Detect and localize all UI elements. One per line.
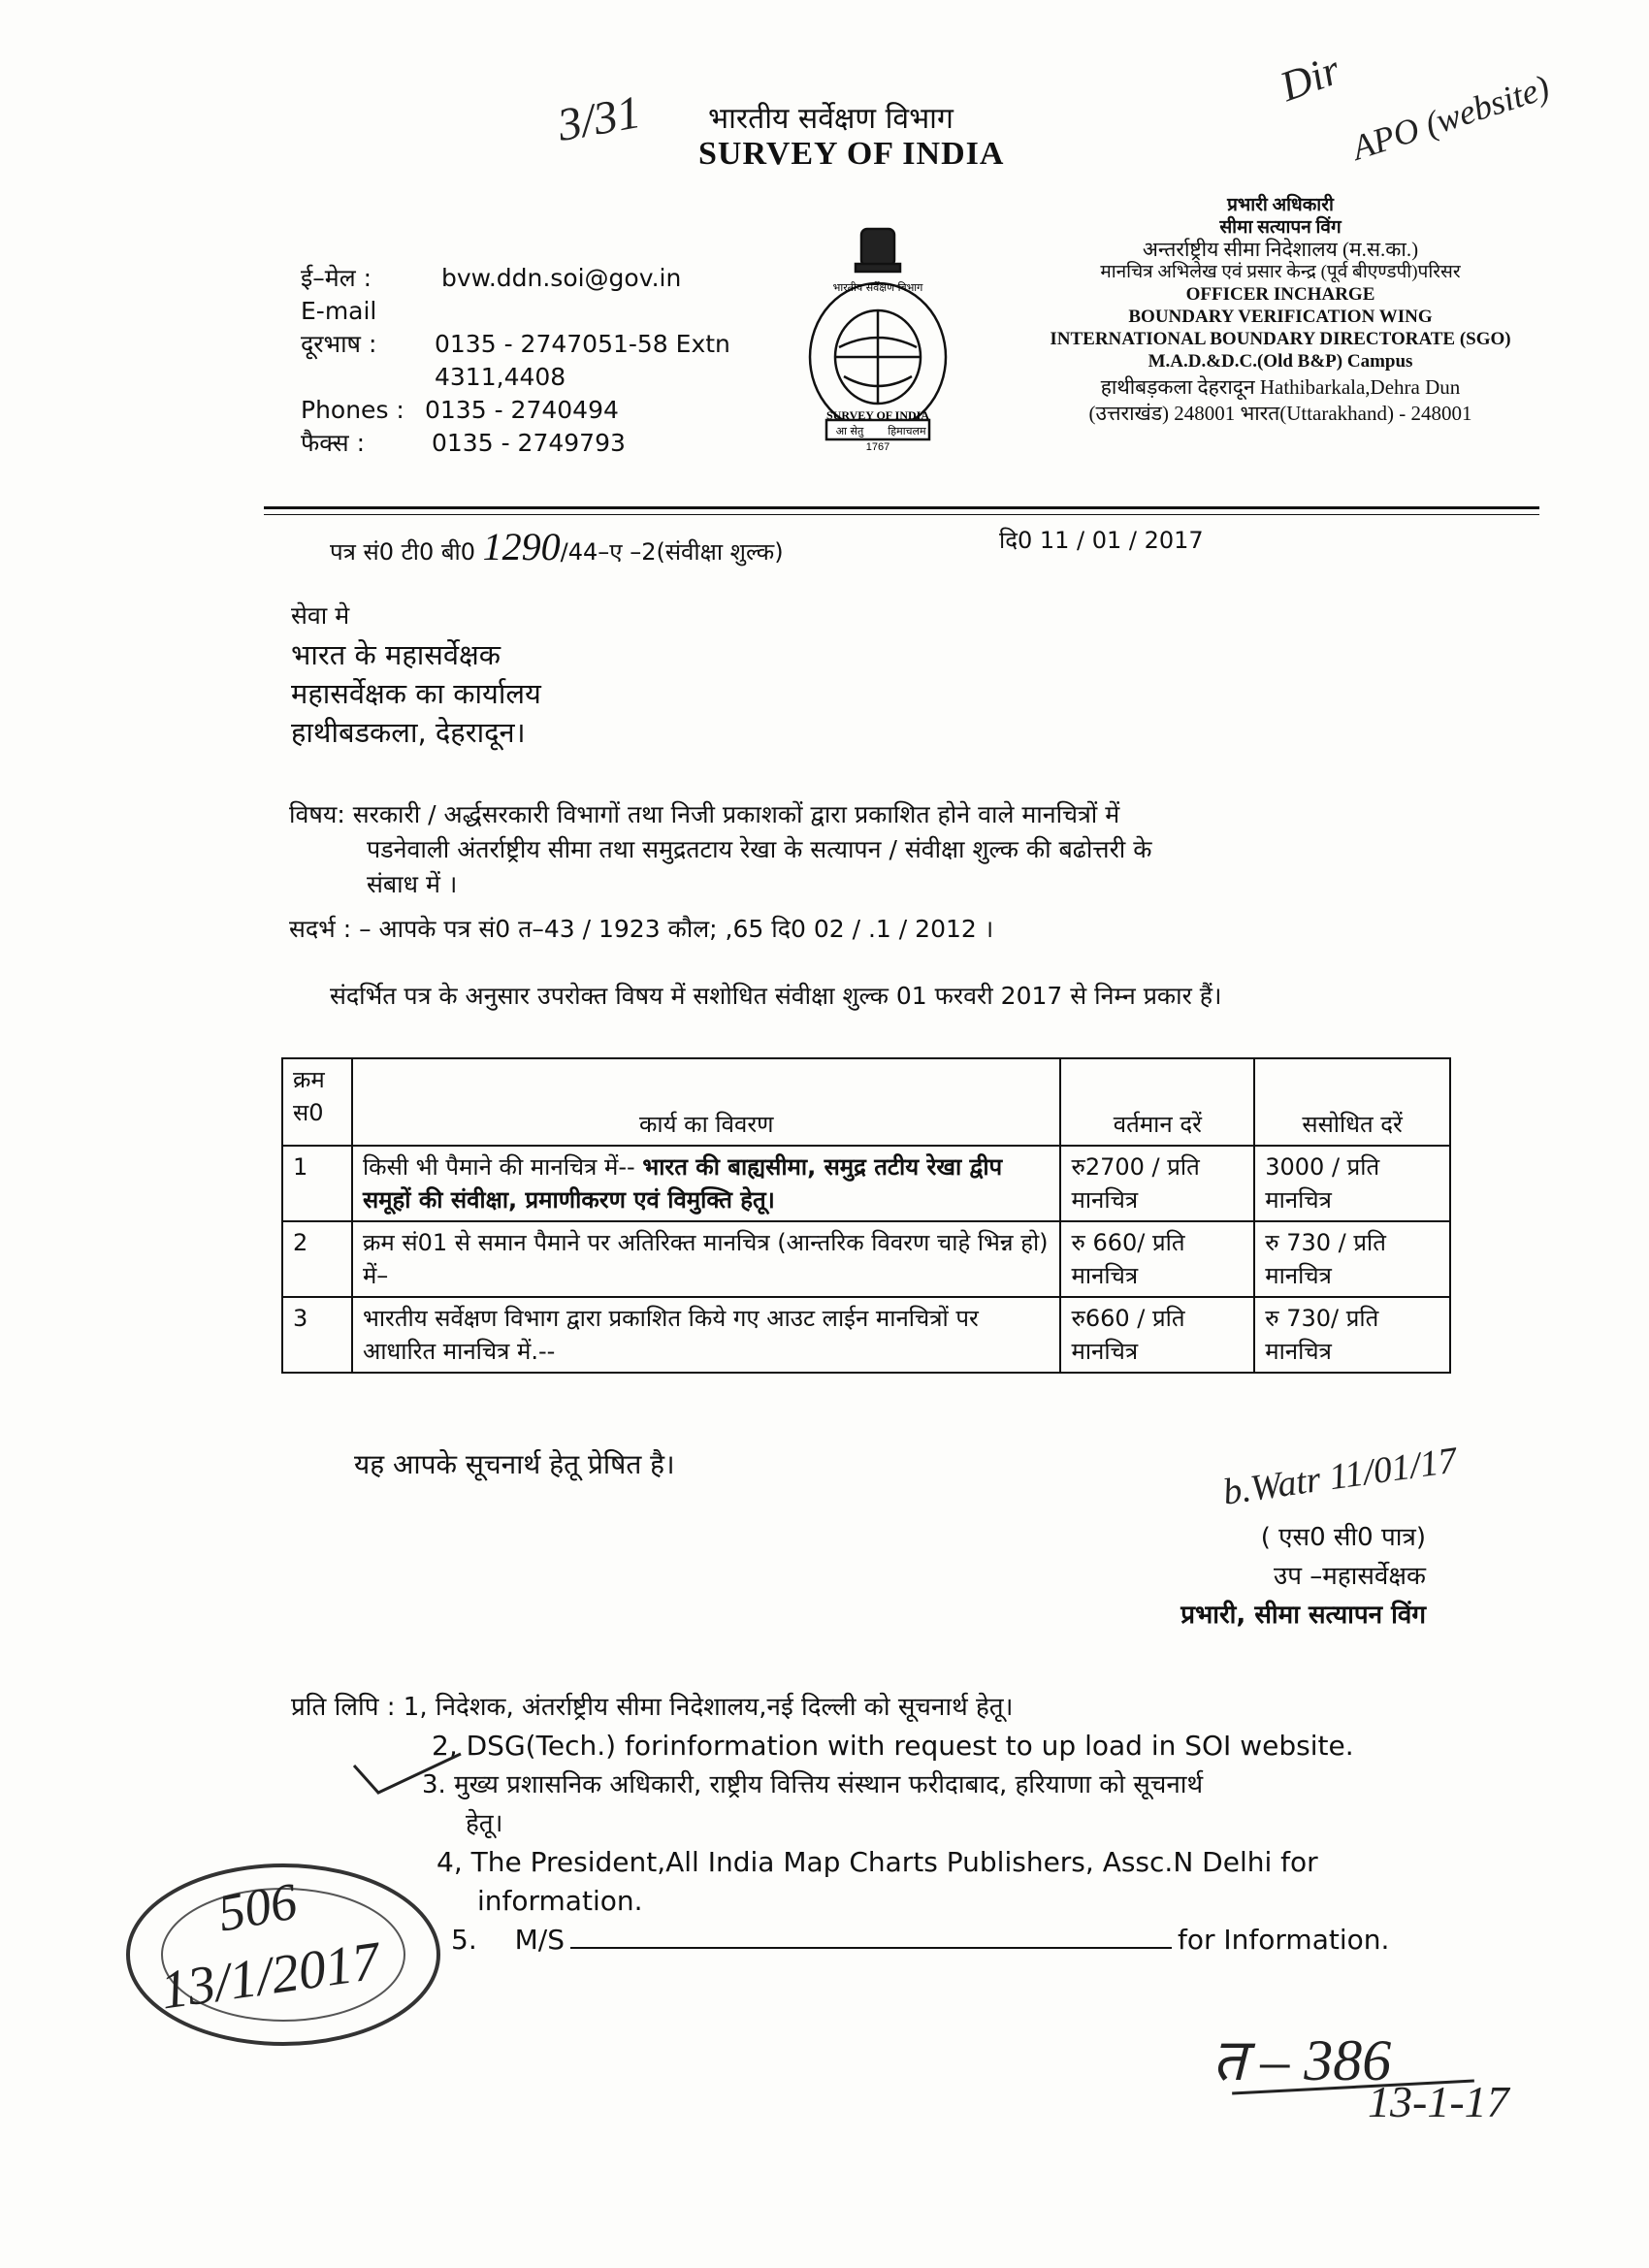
header-title-english: SURVEY OF INDIA xyxy=(698,136,1005,172)
signatory-designation: उप –महासर्वेक्षक xyxy=(1273,1562,1426,1591)
signature-block xyxy=(1018,1518,1426,1635)
information-line: यह आपके सूचनार्थ हेतू प्रेषित है। xyxy=(354,1448,675,1480)
fax-value: 0135 - 2749793 xyxy=(432,429,626,457)
cell-current-rate: रु2700 / प्रति मानचित्र xyxy=(1060,1146,1254,1221)
subject-block xyxy=(289,797,1453,902)
phone-label-hindi: दूरभाष : xyxy=(301,330,377,358)
cell-description: क्रम सं01 से समान पैमाने पर अतिरिक्त मानचित्र (आन्तरिक विवरण चाहे भिन्न हो) में– xyxy=(352,1221,1061,1297)
ref-number: 1290 xyxy=(482,525,561,568)
header-serial: क्रम स0 xyxy=(282,1058,352,1146)
survey-of-india-emblem-icon xyxy=(766,221,989,454)
body-paragraph xyxy=(291,980,1445,1013)
header-revised-rate: ससोधित दरें xyxy=(1254,1058,1450,1146)
body-text: संदर्भित पत्र के अनुसार उपरोक्त विषय में सशोधित संवीक्षा शुल्क 01 फरवरी 2017 से निम्न प्रकार हैं। xyxy=(330,982,1222,1010)
addressee-line: भारत के महासर्वेक्षक xyxy=(291,638,501,671)
header-description: कार्य का विवरण xyxy=(352,1058,1061,1146)
addressee-line: हाथीबडकला, देहरादून। xyxy=(291,716,526,749)
copy-item: 2, DSG(Tech.) forinformation with request to up load in SOI website. xyxy=(432,1730,1354,1762)
phone-value-2: 4311,4408 xyxy=(435,363,566,391)
subject-line: विषय: सरकारी / अर्द्धसरकारी विभागों तथा निजी प्रकाशकों द्वारा प्रकाशित होने वाले मानचित्रों में xyxy=(289,800,1120,828)
table-row xyxy=(282,1297,1450,1373)
office-address-block xyxy=(1009,194,1552,425)
phone-value-1: 0135 - 2747051-58 Extn xyxy=(435,330,730,358)
header-current-rate: वर्तमान दरें xyxy=(1060,1058,1254,1146)
emblem-motto-left: आ सेतु xyxy=(835,425,864,437)
cell-revised-rate: रु 730 / प्रति मानचित्र xyxy=(1254,1221,1450,1297)
office-line: OFFICER INCHARGE xyxy=(1185,284,1375,305)
office-line: मानचित्र अभिलेख एवं प्रसार केन्द्र (पूर्व बीएण्डपी)परिसर xyxy=(1100,262,1461,282)
fax-label-hindi: फैक्स : xyxy=(301,429,366,457)
header-title-hindi: भारतीय सर्वेक्षण विभाग xyxy=(708,102,954,136)
office-line: (उत्तराखंड) 248001 भारत(Uttarakhand) - 248001 xyxy=(1088,402,1472,425)
annotation-bottom-right-number: त – 386 xyxy=(1212,2028,1392,2092)
cell-serial: 3 xyxy=(282,1297,352,1373)
cell-revised-rate: रु 730/ प्रति मानचित्र xyxy=(1254,1297,1450,1373)
fill-in-blank xyxy=(570,1926,1172,1949)
emblem-text-bottom: SURVEY OF INDIA xyxy=(825,408,930,422)
letter-date: दि0 11 / 01 / 2017 xyxy=(999,527,1204,554)
office-line: प्रभारी अधिकारी xyxy=(1227,195,1334,215)
stamp-date: 13/1/2017 xyxy=(156,1930,384,2022)
cell-description-text: किसी भी पैमाने की मानचित्र में-- xyxy=(362,1153,643,1181)
addressee-line: महासर्वेक्षक का कार्यालय xyxy=(291,677,541,710)
cell-serial: 1 xyxy=(282,1146,352,1221)
cell-serial: 2 xyxy=(282,1221,352,1297)
cell-revised-rate: 3000 / प्रति मानचित्र xyxy=(1254,1146,1450,1221)
copy-item: 3. मुख्य प्रशासनिक अधिकारी, राष्ट्रीय वित्तिय संस्थान फरीदाबाद, हरियाणा को सूचनार्थ xyxy=(422,1770,1204,1799)
header-rule xyxy=(264,506,1539,509)
copy-item: information. xyxy=(477,1885,643,1917)
office-line: अन्तर्राष्ट्रीय सीमा निदेशालय (म.स.का.) xyxy=(1142,238,1419,261)
table-header-row xyxy=(282,1058,1450,1146)
table-row xyxy=(282,1146,1450,1221)
fee-table xyxy=(281,1057,1451,1374)
signature-scrawl: b.Watr 11/01/17 xyxy=(1220,1440,1460,1513)
office-line: INTERNATIONAL BOUNDARY DIRECTORATE (SGO) xyxy=(1050,329,1511,349)
ref-suffix: /44–ए –2(संवीक्षा शुल्क) xyxy=(560,538,784,566)
table-row xyxy=(282,1221,1450,1297)
emblem-motto-right: हिमाचलम xyxy=(888,425,926,437)
tick-mark-icon xyxy=(349,1746,466,1804)
annotation-top-right-apo: APO (website) xyxy=(1346,67,1554,168)
copy-item-number: 4, xyxy=(436,1846,463,1878)
copy-item: 1, निदेशक, अंतर्राष्ट्रीय सीमा निदेशालय,नई दिल्ली को सूचनार्थ हेतू। xyxy=(403,1693,1014,1722)
copy-item-number: 5. xyxy=(451,1924,477,1956)
subject-line: संबाध में । xyxy=(367,870,458,898)
letter-reference xyxy=(330,524,784,569)
copy-item: The President,All India Map Charts Publishers, Assc.N Delhi for xyxy=(470,1846,1318,1878)
copy-item: हेतू। xyxy=(466,1809,503,1838)
office-line: M.A.D.&D.C.(Old B&P) Campus xyxy=(1148,351,1413,372)
cell-current-rate: रु 660/ प्रति मानचित्र xyxy=(1060,1221,1254,1297)
signatory-name: ( एस0 सी0 पात्र) xyxy=(1260,1523,1426,1552)
office-line: सीमा सत्यापन विंग xyxy=(1219,217,1342,238)
cell-description: भारतीय सर्वेक्षण विभाग द्वारा प्रकाशित किये गए आउट लाईन मानचित्रों पर आधारित मानचित्र में.-- xyxy=(352,1297,1061,1373)
subject-line: पडनेवाली अंतर्राष्ट्रीय सीमा तथा समुद्रतटाय रेखा के सत्यापन / संवीक्षा शुल्क की बढोत्तरी के xyxy=(367,835,1152,863)
email-label-english: E-mail xyxy=(301,297,377,325)
office-line: हाथीबड़कला देहरादून Hathibarkala,Dehra Dun xyxy=(1100,375,1461,399)
cell-description xyxy=(352,1146,1061,1221)
annotation-bottom-right-date: 13-1-17 xyxy=(1368,2077,1509,2126)
emblem-text-top: भारतीय सर्वेक्षण विभाग xyxy=(832,281,923,294)
phones-label-english: Phones : xyxy=(301,396,404,424)
phones-value: 0135 - 2740494 xyxy=(425,396,619,424)
copy-item: M/S xyxy=(514,1924,565,1956)
cell-description-bold: भारत की बाह्यसीमा, समुद्र तटीय रेखा द्वीप समूहों की संवीक्षा, प्रमाणीकरण एवं विमुक्ति हेतू। xyxy=(362,1153,1003,1214)
copy-to-block xyxy=(291,1688,1455,1960)
annotation-top-right-dir: Dir xyxy=(1274,46,1346,111)
stamp-number: 506 xyxy=(213,1871,302,1943)
cell-current-rate: रु660 / प्रति मानचित्र xyxy=(1060,1297,1254,1373)
emblem-year: 1767 xyxy=(865,441,890,453)
addressee-block xyxy=(291,597,541,752)
copy-label: प्रति लिपि : xyxy=(291,1693,396,1722)
annotation-top-left: 3/31 xyxy=(554,85,645,152)
signatory-office: प्रभारी, सीमा सत्यापन विंग xyxy=(1180,1601,1426,1630)
ref-prefix: पत्र सं0 टी0 बी0 xyxy=(330,538,476,566)
copy-item: for Information. xyxy=(1178,1924,1390,1956)
email-label-hindi: ई–मेल : xyxy=(301,264,372,292)
reference-line: सदर्भ : – आपके पत्र सं0 त–43 / 1923 कौल; ,65 दि0 02 / .1 / 2012 । xyxy=(289,915,994,943)
received-stamp xyxy=(121,1858,446,2052)
email-value: bvw.ddn.soi@gov.in xyxy=(441,264,682,292)
office-line: BOUNDARY VERIFICATION WING xyxy=(1128,307,1433,327)
header-rule-thin xyxy=(264,514,1539,515)
addressee-line: सेवा मे xyxy=(291,601,350,630)
